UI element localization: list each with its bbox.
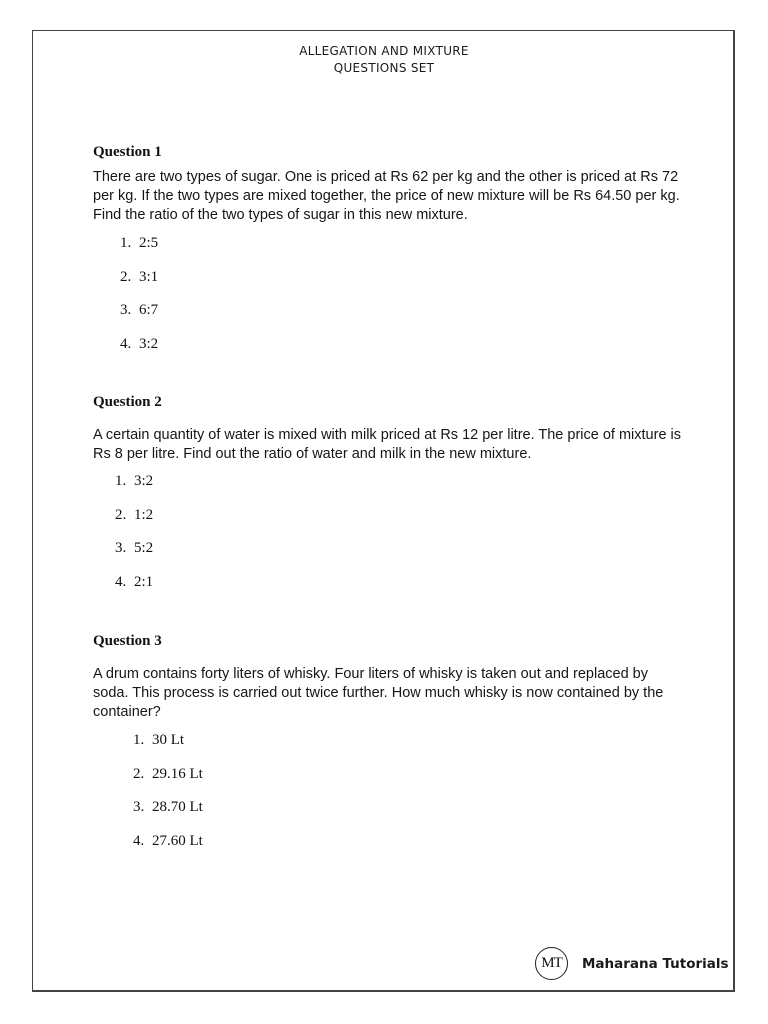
document-header xyxy=(0,43,768,77)
option-label: 28.70 Lt xyxy=(152,799,203,815)
logo-mark-text: MT xyxy=(541,955,562,971)
options-list xyxy=(115,472,683,606)
option-item xyxy=(120,234,683,268)
option-number: 2. xyxy=(120,268,132,285)
header-subtitle: QUESTIONS SET xyxy=(333,61,435,75)
option-number: 3. xyxy=(133,799,145,815)
brand-name: Maharana Tutorials xyxy=(582,955,729,972)
option-label: 29.16 Lt xyxy=(152,765,203,782)
option-number: 1. xyxy=(120,235,132,251)
question-text: A certain quantity of water is mixed with milk priced at Rs 12 per litre. The price of mixture is Rs 8 per litre. Find out the ratio of water and milk in the new mixture. xyxy=(93,427,682,462)
option-item xyxy=(120,335,683,369)
option-label: 1:2 xyxy=(134,506,154,523)
option-item xyxy=(120,301,683,335)
option-number: 4. xyxy=(115,573,127,590)
question-title: Question 3 xyxy=(93,633,162,649)
option-number: 1. xyxy=(115,473,127,489)
option-number: 3. xyxy=(115,540,127,556)
option-item xyxy=(133,731,683,765)
option-label: 3:2 xyxy=(134,473,154,489)
option-label: 6:7 xyxy=(139,302,159,318)
option-label: 2:5 xyxy=(139,235,159,251)
option-number: 4. xyxy=(120,335,132,352)
question-text: There are two types of sugar. One is priced at Rs 62 per kg and the other is priced at Rs 72 per kg. If the two types are mixed together, the price of new mixture will be Rs 64.50 per kg. Find the ratio of the two types of sugar in this new mixture. xyxy=(93,169,680,223)
option-item xyxy=(120,268,683,302)
option-item xyxy=(115,573,683,607)
question-block-1 xyxy=(93,143,683,368)
option-item xyxy=(115,539,683,573)
option-label: 2:1 xyxy=(134,573,154,590)
logo-mark-icon xyxy=(535,947,568,980)
header-title: ALLEGATION AND MIXTURE xyxy=(299,44,469,58)
question-title: Question 1 xyxy=(93,144,162,160)
option-number: 2. xyxy=(133,765,145,782)
question-block-3 xyxy=(93,632,683,865)
option-item xyxy=(115,472,683,506)
option-item xyxy=(133,832,683,866)
option-label: 27.60 Lt xyxy=(152,832,203,849)
option-label: 30 Lt xyxy=(152,732,185,748)
options-list xyxy=(133,731,683,865)
option-label: 3:2 xyxy=(139,335,159,352)
option-number: 2. xyxy=(115,506,127,523)
option-item xyxy=(133,798,683,832)
question-block-2 xyxy=(93,393,683,606)
question-title: Question 2 xyxy=(93,394,162,410)
option-number: 4. xyxy=(133,832,145,849)
option-number: 1. xyxy=(133,732,145,748)
question-text: A drum contains forty liters of whisky. Four liters of whisky is taken out and replaced by soda. This process is carried out twice further. How much whisky is now contained by the container? xyxy=(93,666,664,720)
option-item xyxy=(133,765,683,799)
options-list xyxy=(120,234,683,368)
option-label: 3:1 xyxy=(139,268,159,285)
option-item xyxy=(115,506,683,540)
brand-logo xyxy=(535,947,729,980)
option-label: 5:2 xyxy=(134,540,154,556)
option-number: 3. xyxy=(120,302,132,318)
